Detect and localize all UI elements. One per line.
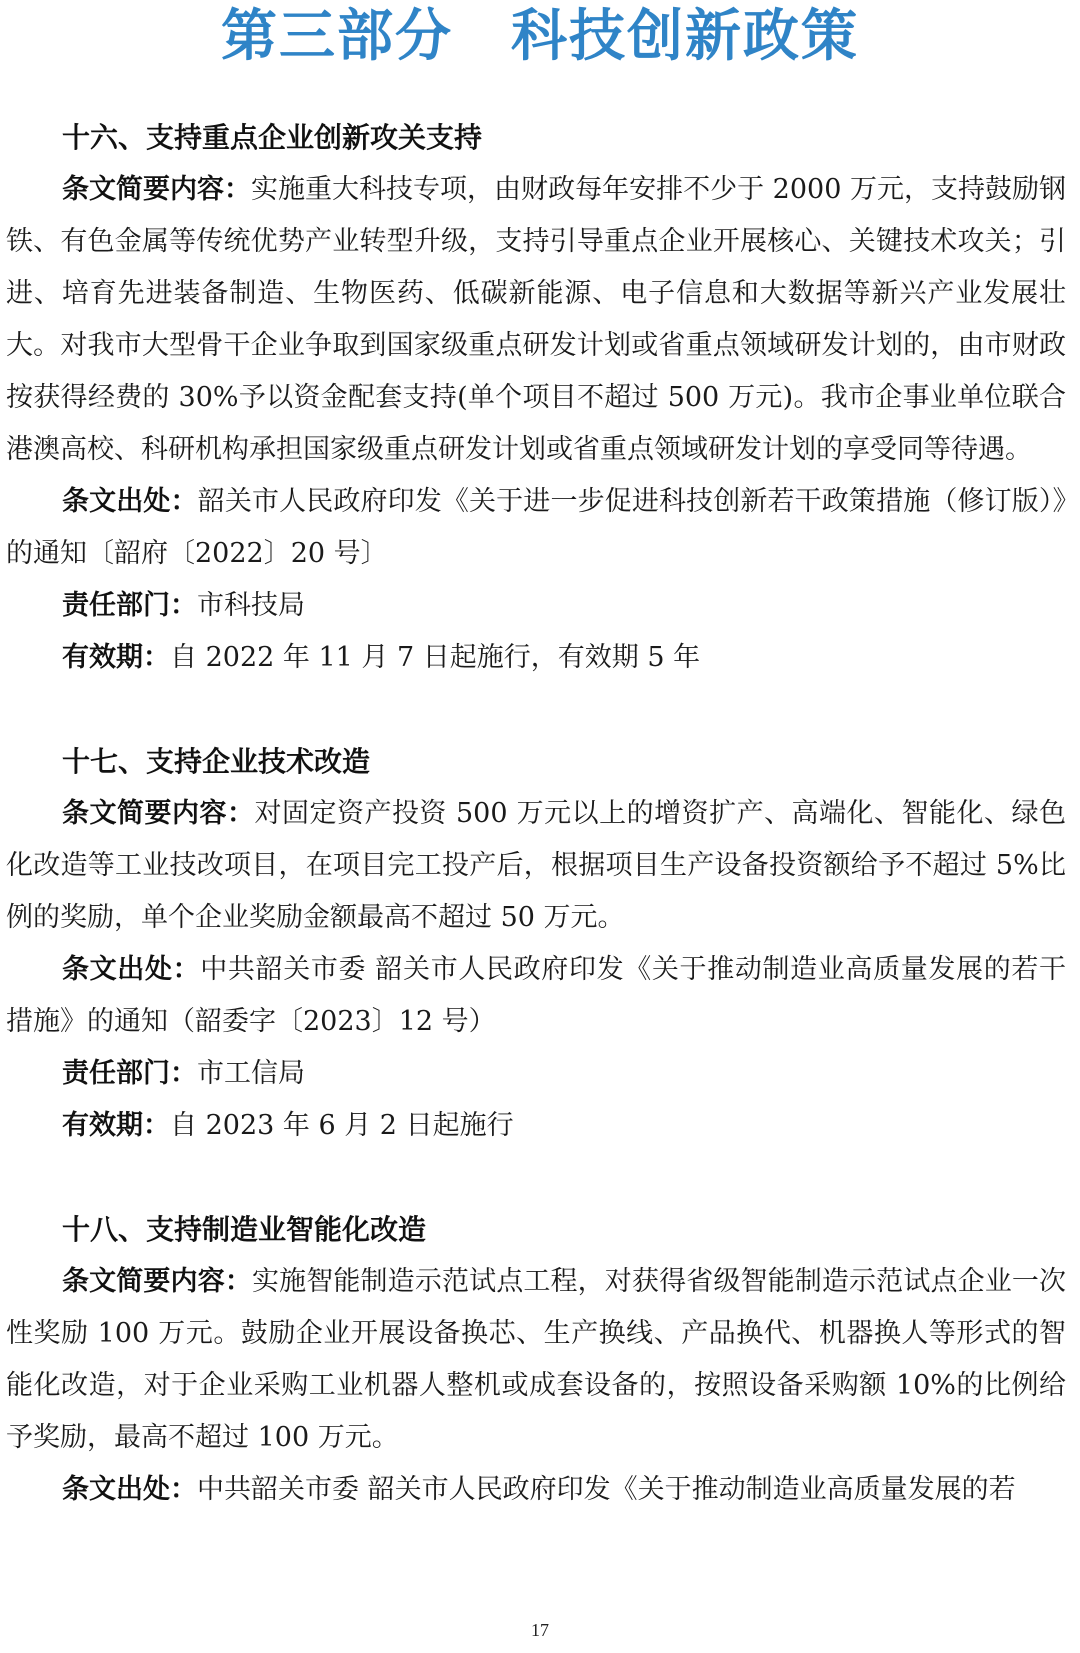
validity-text: 自 2022 年 11 月 7 日起施行，有效期 5 年 <box>170 642 701 673</box>
source-label: 条文出处： <box>62 1474 197 1505</box>
summary-label: 条文简要内容： <box>62 798 255 829</box>
summary-label: 条文简要内容： <box>62 174 252 205</box>
page-title: 第三部分 科技创新政策 <box>221 4 859 69</box>
source-paragraph <box>6 476 1066 580</box>
source-text: 中共韶关市委 韶关市人民政府印发《关于推动制造业高质量发展的若 <box>197 1474 1016 1505</box>
source-text: 中共韶关市委 韶关市人民政府印发《关于推动制造业高质量发展的若干措施》的通知（韶委字〔2023〕12 号） <box>6 954 1067 1037</box>
dept-text: 市工信局 <box>197 1058 305 1089</box>
source-label: 条文出处： <box>62 954 201 985</box>
dept-label: 责任部门： <box>62 590 197 621</box>
page-number: 17 <box>531 1620 549 1640</box>
article-heading: 十八、支持制造业智能化改造 <box>62 1213 427 1246</box>
summary-paragraph <box>6 1256 1066 1464</box>
dept-paragraph <box>6 1048 1066 1100</box>
source-paragraph <box>6 944 1066 1048</box>
document-body <box>6 112 1066 1516</box>
article-heading: 十六、支持重点企业创新攻关支持 <box>62 121 483 154</box>
summary-paragraph <box>6 164 1066 476</box>
article-17 <box>6 736 1066 1152</box>
summary-paragraph <box>6 788 1066 944</box>
validity-paragraph <box>6 1100 1066 1152</box>
summary-text: 对固定资产投资 500 万元以上的增资扩产、高端化、智能化、绿色化改造等工业技改项目，在项目完工投产后，根据项目生产设备投资额给予不超过 5%比例的奖励，单个企业奖励金额最高不超过 50 万元。 <box>6 798 1067 933</box>
dept-label: 责任部门： <box>62 1058 197 1089</box>
validity-paragraph <box>6 632 1066 684</box>
dept-text: 市科技局 <box>197 590 305 621</box>
validity-text: 自 2023 年 6 月 2 日起施行 <box>170 1110 514 1141</box>
summary-label: 条文简要内容： <box>62 1266 252 1297</box>
article-18 <box>6 1204 1066 1516</box>
summary-text: 实施智能制造示范试点工程，对获得省级智能制造示范试点企业一次性奖励 100 万元。鼓励企业开展设备换芯、生产换线、产品换代、机器换人等形式的智能化改造，对于企业采购工业机器人整机或成套设备的，按照设备采购额 10%的比例给予奖励，最高不超过 100 万元。 <box>6 1266 1067 1453</box>
validity-label: 有效期： <box>62 642 170 673</box>
summary-text: 实施重大科技专项，由财政每年安排不少于 2000 万元，支持鼓励钢铁、有色金属等传统优势产业转型升级，支持引导重点企业开展核心、关键技术攻关；引进、培育先进装备制造、生物医药、低碳新能源、电子信息和大数据等新兴产业发展壮大。对我市大型骨干企业争取到国家级重点研发计划或省重点领域研发计划的，由市财政按获得经费的 30%予以资金配套支持(单个项目不超过 500 万元)。我市企事业单位联合港澳高校、科研机构承担国家级重点研发计划或省重点领域研发计划的享受同等待遇。 <box>6 174 1066 465</box>
source-label: 条文出处： <box>62 486 198 517</box>
source-text: 韶关市人民政府印发《关于进一步促进科技创新若干政策措施（修订版）》的通知〔韶府〔2022〕20 号〕 <box>6 486 1067 569</box>
article-heading: 十七、支持企业技术改造 <box>62 745 371 778</box>
source-paragraph <box>6 1464 1066 1516</box>
article-16 <box>6 112 1066 684</box>
validity-label: 有效期： <box>62 1110 170 1141</box>
dept-paragraph <box>6 580 1066 632</box>
